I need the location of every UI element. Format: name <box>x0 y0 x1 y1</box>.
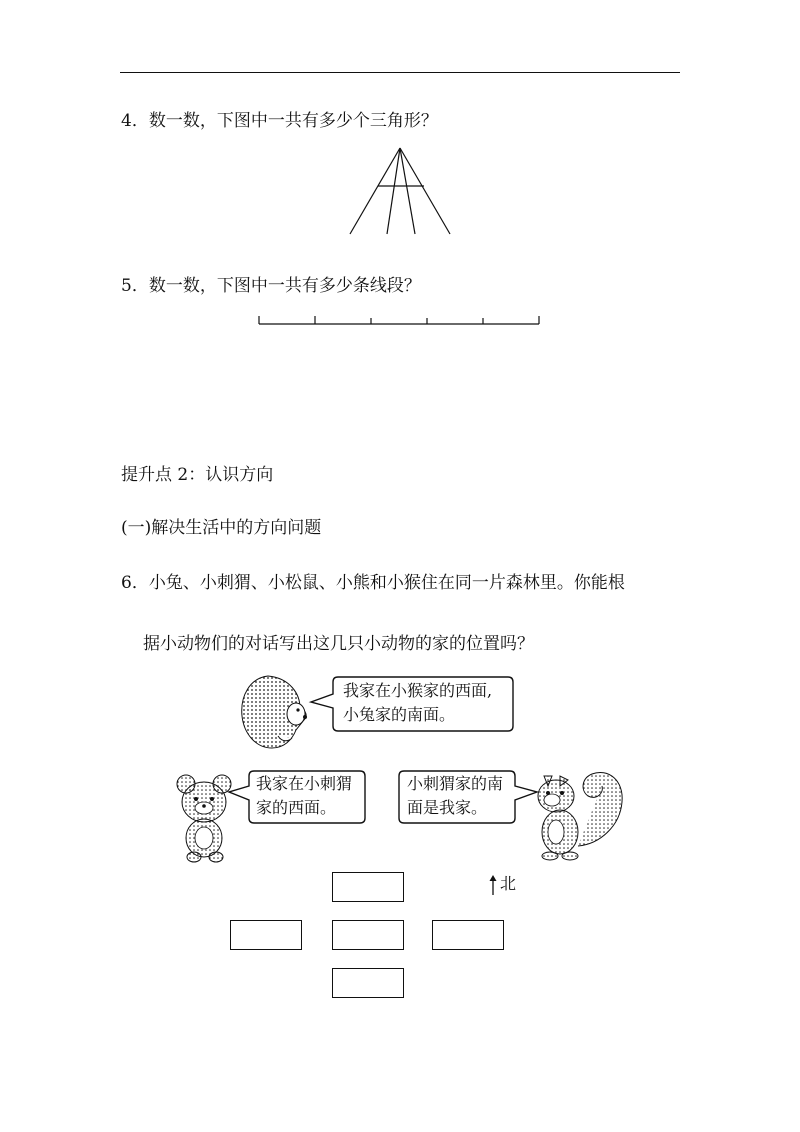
hedgehog-illustration <box>238 672 310 752</box>
bear-bubble-line2: 家的西面。 <box>256 798 337 817</box>
question-6-number: 6． <box>121 573 149 593</box>
triangle-figure <box>340 145 460 240</box>
question-4 <box>121 111 438 131</box>
question-5-number: 5． <box>121 276 149 296</box>
question-6-line2: 据小动物们的对话写出这几只小动物的家的位置吗？ <box>143 634 534 654</box>
answer-box-east[interactable] <box>432 920 504 950</box>
question-4-number: 4． <box>121 111 149 131</box>
section-subtitle: (一)解决生活中的方向问题 <box>121 518 322 538</box>
squirrel-illustration <box>530 766 630 862</box>
bear-bubble-line1: 我家在小刺猬 <box>256 774 353 793</box>
section-title: 提升点 2：认识方向 <box>121 465 274 485</box>
answer-box-west[interactable] <box>230 920 302 950</box>
squirrel-bubble-line2: 面是我家。 <box>407 798 488 817</box>
hedgehog-bubble-line2: 小兔家的南面。 <box>343 705 456 724</box>
north-label: 北 <box>500 874 517 893</box>
question-6 <box>121 573 625 593</box>
segment-figure <box>255 312 545 330</box>
north-arrow-icon <box>488 874 498 896</box>
answer-box-north[interactable] <box>332 872 404 902</box>
question-5 <box>121 276 421 296</box>
question-6-line1: 小兔、小刺猬、小松鼠、小熊和小猴住在同一片森林里。你能根 <box>148 573 625 593</box>
answer-box-center[interactable] <box>332 920 404 950</box>
question-4-text: 数一数，下图中一共有多少个三角形？ <box>148 111 438 131</box>
top-rule <box>120 72 680 73</box>
answer-box-south[interactable] <box>332 968 404 998</box>
question-5-text: 数一数，下图中一共有多少条线段？ <box>148 276 421 296</box>
squirrel-bubble-line1: 小刺猬家的南 <box>407 774 504 793</box>
hedgehog-bubble-line1: 我家在小猴家的西面, <box>343 681 493 700</box>
